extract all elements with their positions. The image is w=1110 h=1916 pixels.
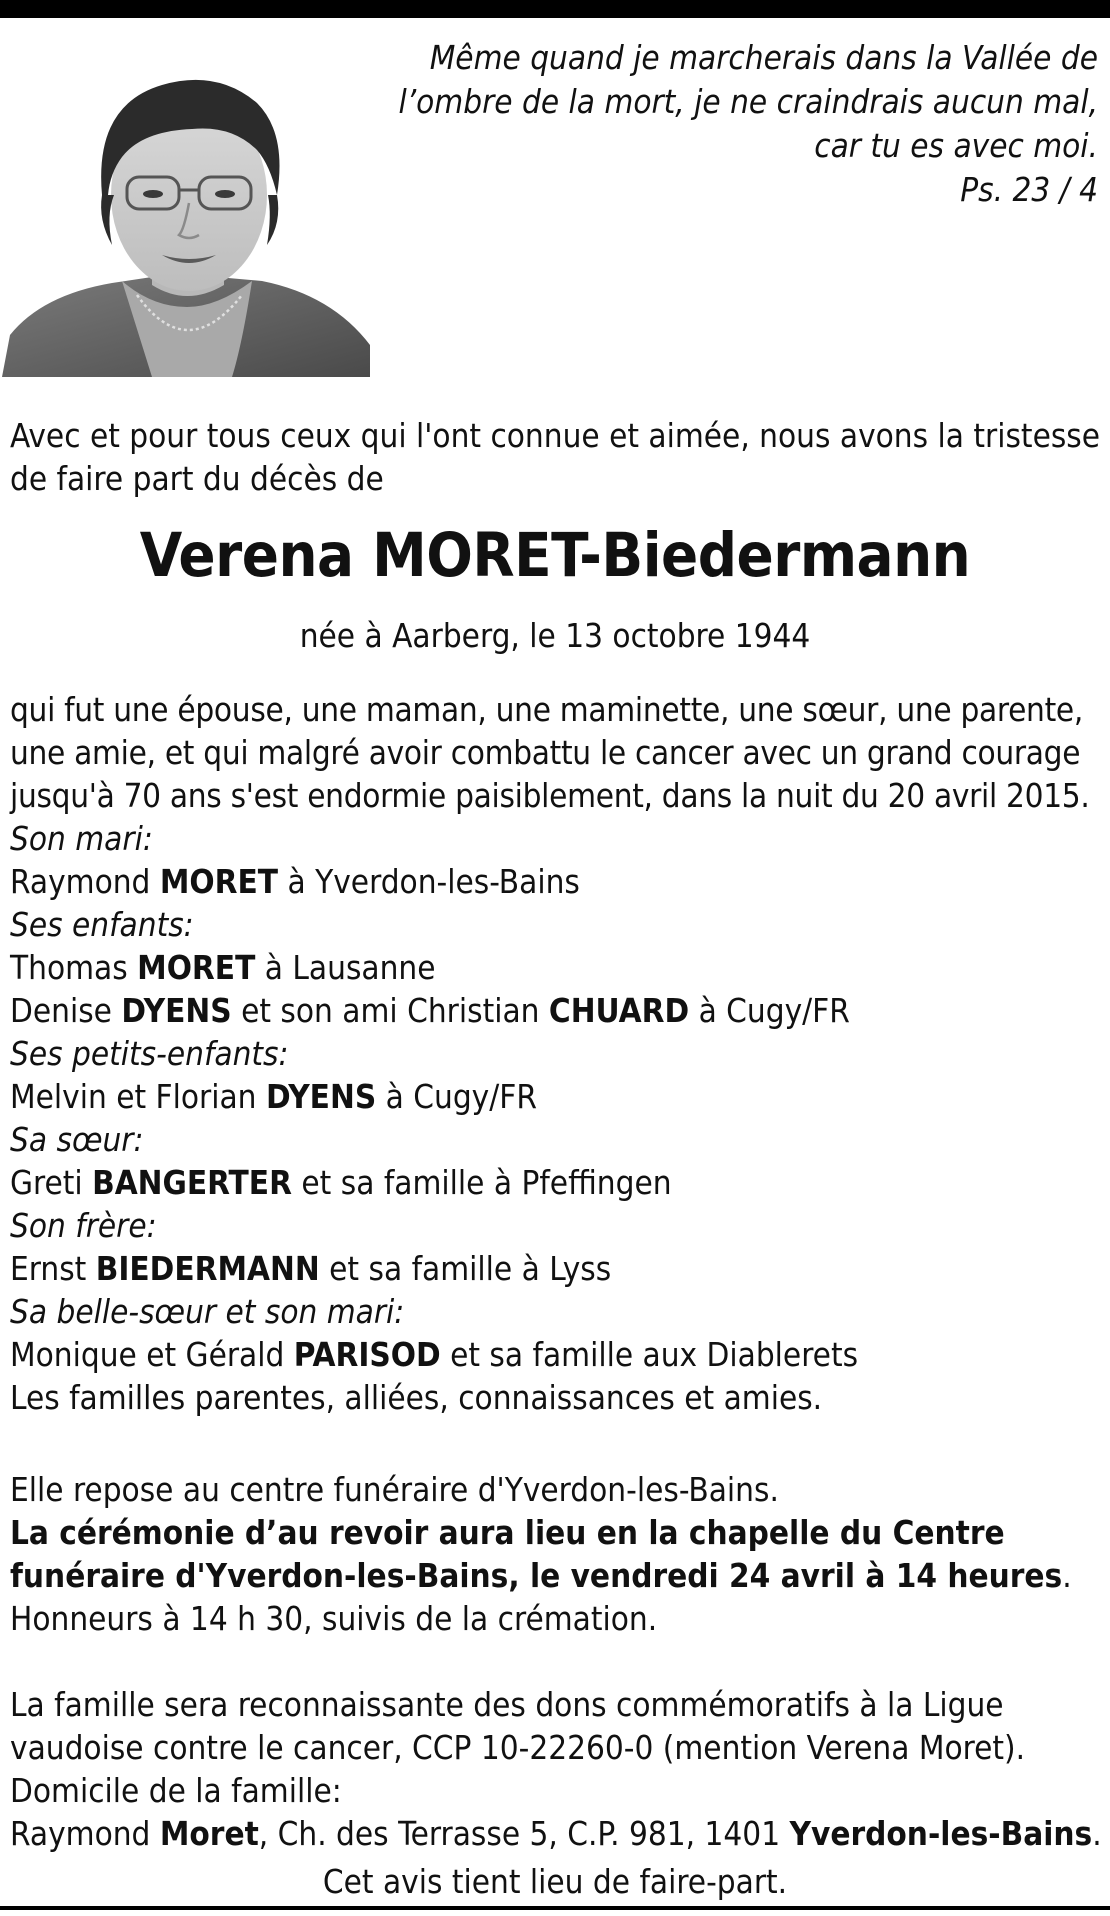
family-member bbox=[10, 860, 1106, 903]
life-paragraph bbox=[10, 688, 1106, 817]
life-line: qui fut une épouse, une maman, une maminette, une sœur, une parente, bbox=[10, 690, 1083, 729]
member-location: à Lausanne bbox=[264, 948, 436, 987]
intro-line: de faire part du décès de bbox=[10, 459, 384, 498]
member-location: à Yverdon-les-Bains bbox=[287, 862, 580, 901]
ceremony-date: funéraire d'Yverdon-les-Bains, le vendredi 24 avril à 14 heures bbox=[10, 1556, 1063, 1595]
relation-label: Ses enfants: bbox=[10, 905, 194, 944]
member-location: et sa famille à Pfeffingen bbox=[301, 1163, 672, 1202]
first-name: Raymond bbox=[10, 1814, 151, 1853]
other-relatives: Les familles parentes, alliées, connaissances et amies. bbox=[10, 1378, 823, 1417]
relation-label: Son mari: bbox=[10, 819, 153, 858]
spacer bbox=[10, 1640, 1106, 1683]
family-member bbox=[10, 1075, 1106, 1118]
last-name: DYENS bbox=[121, 991, 232, 1030]
ceremony-line bbox=[10, 1554, 1106, 1597]
verse-line: car tu es avec moi. bbox=[814, 126, 1098, 165]
verse-line: l’ombre de la mort, je ne craindrais aucun mal, bbox=[398, 82, 1098, 121]
life-line: une amie, et qui malgré avoir combattu le cancer avec un grand courage bbox=[10, 733, 1081, 772]
first-name: Raymond bbox=[10, 862, 151, 901]
family-member bbox=[10, 946, 1106, 989]
psalm-verse bbox=[378, 36, 1098, 212]
first-name: Melvin et Florian bbox=[10, 1077, 257, 1116]
last-name: Moret bbox=[159, 1814, 259, 1853]
repose-line: Elle repose au centre funéraire d'Yverdon-les-Bains. bbox=[10, 1470, 779, 1509]
period: . bbox=[1092, 1814, 1102, 1853]
last-name: PARISOD bbox=[293, 1335, 441, 1374]
family-member bbox=[10, 1161, 1106, 1204]
relation-label: Sa belle-sœur et son mari: bbox=[10, 1292, 405, 1331]
top-rule bbox=[0, 0, 1110, 18]
relation-label: Son frère: bbox=[10, 1206, 157, 1245]
last-name: BANGERTER bbox=[92, 1163, 292, 1202]
address-street: , Ch. des Terrasse 5, C.P. 981, 1401 bbox=[258, 1814, 781, 1853]
first-name: Monique et Gérald bbox=[10, 1335, 285, 1374]
domicile-label: Domicile de la famille: bbox=[10, 1771, 342, 1810]
donation-line: La famille sera reconnaissante des dons commémoratifs à la Ligue bbox=[10, 1685, 1004, 1724]
first-name: Thomas bbox=[10, 948, 128, 987]
deceased-name: Verena MORET-Biedermann bbox=[139, 520, 971, 591]
last-name: BIEDERMANN bbox=[95, 1249, 320, 1288]
family-member bbox=[10, 1333, 1106, 1376]
family-address bbox=[10, 1812, 1106, 1855]
verse-line: Même quand je marcherais dans la Vallée de bbox=[429, 38, 1098, 77]
birth-details: née à Aarberg, le 13 octobre 1944 bbox=[299, 616, 811, 655]
intro-paragraph bbox=[10, 414, 1106, 500]
family-member bbox=[10, 989, 1106, 1032]
member-partner: et son ami Christian bbox=[241, 991, 540, 1030]
member-location: à Cugy/FR bbox=[385, 1077, 537, 1116]
last-name: CHUARD bbox=[548, 991, 690, 1030]
life-line: jusqu'à 70 ans s'est endormie paisiblement, dans la nuit du 20 avril 2015. bbox=[10, 776, 1090, 815]
last-name: MORET bbox=[137, 948, 256, 987]
closing-note: Cet avis tient lieu de faire-part. bbox=[322, 1862, 788, 1901]
last-name: DYENS bbox=[265, 1077, 377, 1116]
donation-line: vaudoise contre le cancer, CCP 10-22260-0 (mention Verena Moret). bbox=[10, 1728, 1026, 1767]
intro-line: Avec et pour tous ceux qui l'ont connue et aimée, nous avons la tristesse bbox=[10, 416, 1101, 455]
verse-reference: Ps. 23 / 4 bbox=[960, 170, 1098, 209]
honours-line: Honneurs à 14 h 30, suivis de la crémation. bbox=[10, 1599, 658, 1638]
member-location: et sa famille à Lyss bbox=[329, 1249, 612, 1288]
member-location: à Cugy/FR bbox=[698, 991, 850, 1030]
last-name: MORET bbox=[159, 862, 279, 901]
first-name: Denise bbox=[10, 991, 112, 1030]
bottom-rule bbox=[0, 1906, 1110, 1910]
family-member bbox=[10, 1247, 1106, 1290]
relation-label: Ses petits-enfants: bbox=[10, 1034, 289, 1073]
period: . bbox=[1062, 1556, 1072, 1595]
family-list bbox=[10, 817, 1106, 1419]
address-city: Yverdon-les-Bains bbox=[789, 1814, 1093, 1853]
first-name: Ernst bbox=[10, 1249, 87, 1288]
ceremony-line: La cérémonie d’au revoir aura lieu en la chapelle du Centre bbox=[10, 1513, 1005, 1552]
member-location: et sa famille aux Diablerets bbox=[450, 1335, 859, 1374]
relation-label: Sa sœur: bbox=[10, 1120, 144, 1159]
ceremony-info bbox=[10, 1468, 1106, 1855]
first-name: Greti bbox=[10, 1163, 83, 1202]
portrait-photo bbox=[2, 45, 370, 377]
